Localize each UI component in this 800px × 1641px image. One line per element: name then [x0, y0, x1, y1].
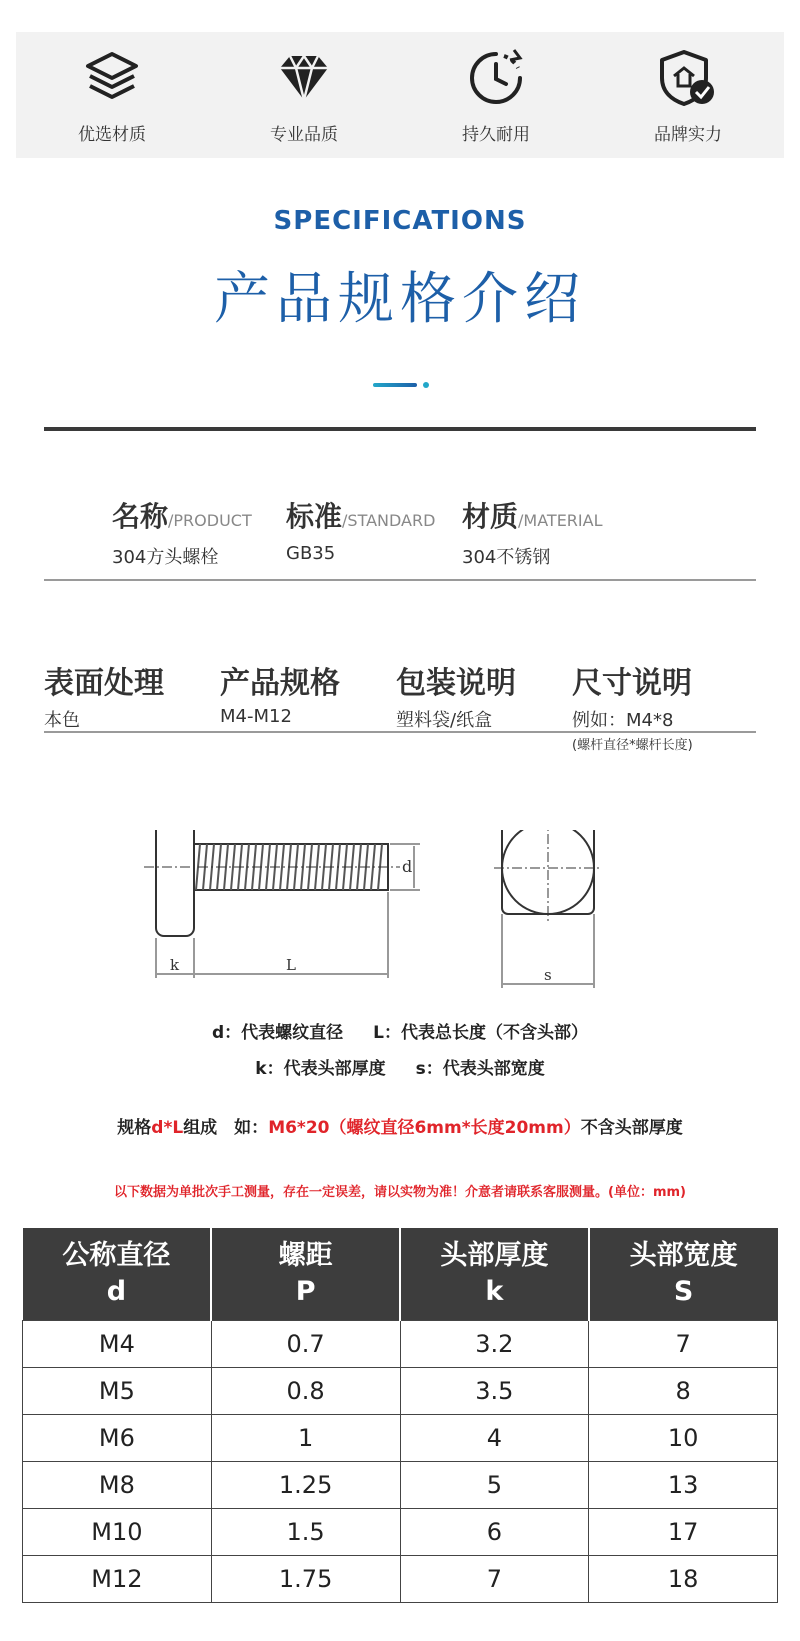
table-row	[23, 1368, 778, 1415]
accent-divider	[373, 383, 417, 387]
table-cell: 3.2	[400, 1321, 589, 1368]
table-row	[23, 1321, 778, 1368]
table-cell: 6	[400, 1509, 589, 1556]
table-cell: M5	[23, 1368, 212, 1415]
info-value: M4-M12	[220, 706, 292, 727]
legend-line-2	[0, 1054, 800, 1079]
info-value: 304不锈钢	[462, 547, 551, 568]
info-value: GB35	[286, 543, 336, 564]
legend-line-1	[0, 1018, 800, 1043]
table-cell: 0.7	[211, 1321, 400, 1368]
table-cell: 7	[400, 1556, 589, 1603]
info-title: 标准	[286, 500, 343, 533]
table-row	[23, 1462, 778, 1509]
info-title: 产品规格	[220, 666, 340, 701]
table-cell: 8	[589, 1368, 778, 1415]
info-spec-range	[220, 658, 340, 727]
example-formula: d*L	[151, 1118, 184, 1138]
feature-quality	[224, 46, 384, 145]
info-note: (螺杆直径*螺杆长度)	[572, 738, 693, 753]
table-cell: M10	[23, 1509, 212, 1556]
feature-label: 品牌实力	[654, 124, 722, 145]
spec-example	[0, 1113, 800, 1138]
table-cell: 18	[589, 1556, 778, 1603]
feature-label: 优选材质	[78, 124, 146, 145]
legend-k: k：代表头部厚度	[255, 1059, 386, 1079]
table-cell: 4	[400, 1415, 589, 1462]
info-standard	[286, 495, 435, 564]
table-row	[23, 1556, 778, 1603]
table-cell: 0.8	[211, 1368, 400, 1415]
header-diameter: 公称直径 d	[23, 1228, 212, 1321]
label-s: s	[544, 966, 552, 984]
divider-thick	[44, 427, 756, 431]
table-cell: M4	[23, 1321, 212, 1368]
label-k: k	[170, 956, 180, 974]
table-row	[23, 1509, 778, 1556]
info-title: 材质	[462, 500, 519, 533]
feature-brand	[608, 46, 768, 145]
legend-s: s：代表头部宽度	[415, 1059, 545, 1079]
clock-icon	[464, 46, 528, 114]
info-title: 尺寸说明	[572, 666, 692, 701]
table-cell: 1	[211, 1415, 400, 1462]
header-pitch: 螺距 P	[211, 1228, 400, 1321]
feature-label: 专业品质	[270, 124, 338, 145]
divider-thin	[44, 731, 756, 733]
feature-durable	[416, 46, 576, 145]
table-cell: 1.75	[211, 1556, 400, 1603]
section-title-cn: 产品规格介绍	[214, 267, 586, 332]
table-cell: M8	[23, 1462, 212, 1509]
info-material	[462, 495, 603, 569]
info-size-desc	[572, 658, 693, 753]
label-d: d	[402, 857, 413, 876]
table-cell: 1.25	[211, 1462, 400, 1509]
measurement-disclaimer: 以下数据为单批次手工测量，存在一定误差，请以实物为准！介意者请联系客服测量。(单位：mm)	[114, 1185, 686, 1200]
feature-label: 持久耐用	[462, 124, 530, 145]
header-head-thickness: 头部厚度 k	[400, 1228, 589, 1321]
example-sample: M6*20（螺纹直径6mm*长度20mm）	[268, 1118, 581, 1138]
info-subtitle: /PRODUCT	[168, 511, 252, 530]
bolt-dimension-diagram	[0, 830, 800, 1000]
table-header-row	[23, 1228, 778, 1321]
table-cell: 1.5	[211, 1509, 400, 1556]
header-head-width: 头部宽度 S	[589, 1228, 778, 1321]
info-product	[112, 495, 252, 569]
info-title: 表面处理	[44, 666, 164, 701]
legend-L: L：代表总长度（不含头部）	[373, 1023, 588, 1043]
table-cell: 17	[589, 1509, 778, 1556]
info-packaging	[396, 658, 516, 732]
info-subtitle: /MATERIAL	[518, 511, 603, 530]
features-bar	[16, 32, 784, 158]
section-title-en: SPECIFICATIONS	[273, 206, 527, 236]
diamond-icon	[272, 46, 336, 114]
info-value: 304方头螺栓	[112, 547, 219, 568]
spec-table	[22, 1228, 778, 1603]
info-title: 名称	[112, 500, 169, 533]
shield-check-icon	[656, 46, 720, 114]
info-surface	[44, 658, 164, 732]
table-cell: 13	[589, 1462, 778, 1509]
example-prefix: 规格	[117, 1118, 152, 1138]
table-cell: M12	[23, 1556, 212, 1603]
table-cell: 7	[589, 1321, 778, 1368]
info-value: 例如：M4*8	[572, 710, 674, 731]
layers-icon	[80, 46, 144, 114]
info-subtitle: /STANDARD	[342, 511, 436, 530]
feature-material	[32, 46, 192, 145]
divider-thin	[44, 579, 756, 581]
legend-d: d：代表螺纹直径	[211, 1023, 344, 1043]
example-suffix: 不含头部厚度	[580, 1118, 683, 1138]
info-value: 塑料袋/纸盒	[396, 710, 493, 731]
info-value: 本色	[44, 710, 80, 731]
table-row	[23, 1415, 778, 1462]
table-cell: 3.5	[400, 1368, 589, 1415]
info-title: 包装说明	[396, 666, 516, 701]
table-cell: 5	[400, 1462, 589, 1509]
table-cell: 10	[589, 1415, 778, 1462]
accent-dot	[423, 382, 429, 388]
table-cell: M6	[23, 1415, 212, 1462]
example-middle: 组成 如：	[183, 1118, 269, 1138]
label-L: L	[286, 956, 296, 974]
